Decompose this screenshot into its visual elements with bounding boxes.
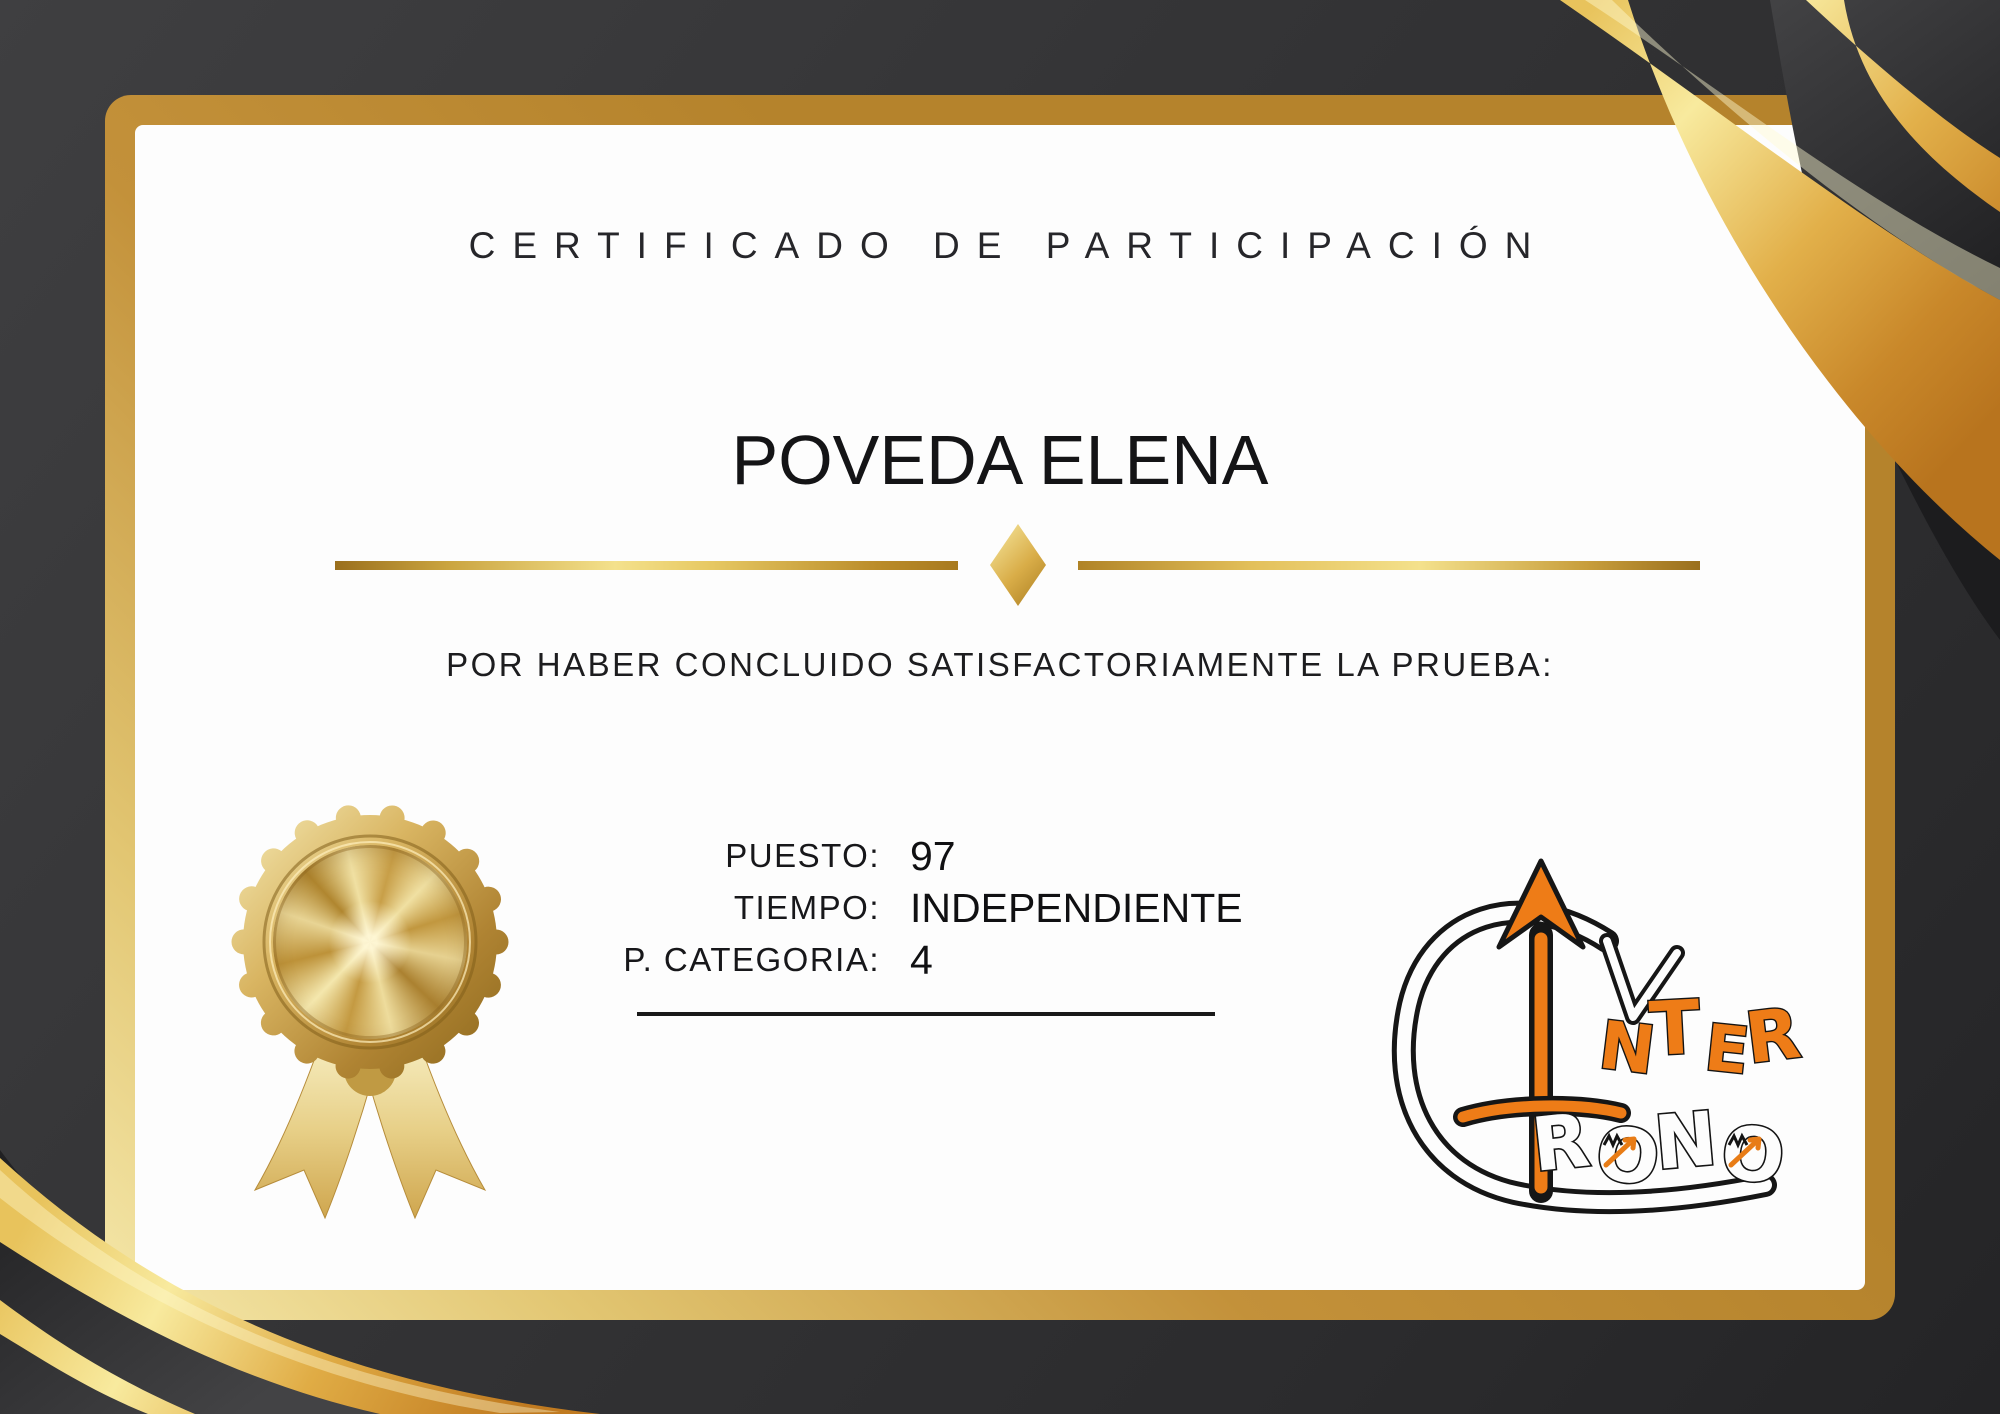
medal-polished-disk [273, 845, 467, 1039]
logo-letter-r1: R [1741, 991, 1805, 1080]
tiempo-label: TIEMPO: [733, 889, 880, 926]
gold-divider-right [1078, 561, 1700, 570]
categoria-label: P. CATEGORIA: [623, 941, 880, 978]
puesto-label: PUESTO: [725, 837, 880, 874]
logo-letter-n2: N [1651, 1095, 1721, 1187]
recipient-name: POVEDA ELENA [731, 421, 1269, 499]
certificate-title: CERTIFICADO DE PARTICIPACIÓN [468, 225, 1549, 266]
logo-letter-n1: N [1595, 1006, 1660, 1090]
logo-letter-e1: E [1701, 1011, 1753, 1090]
logo-letter-t1: T [1647, 984, 1703, 1073]
puesto-value: 97 [910, 832, 956, 879]
categoria-value: 4 [910, 936, 933, 983]
gold-divider-left [335, 561, 958, 570]
result-details [480, 830, 1260, 986]
detail-row-tiempo [480, 882, 1260, 934]
tiempo-value: INDEPENDIENTE [910, 884, 1243, 931]
intercrono-logo [1345, 855, 1805, 1245]
certificate-subtitle: POR HABER CONCLUIDO SATISFACTORIAMENTE LA PRUEBA: [446, 646, 1554, 683]
detail-row-categoria [480, 934, 1260, 986]
logo-letter-r2: R [1527, 1097, 1594, 1189]
logo-letter-o2: O [1717, 1109, 1789, 1202]
signature-line [637, 1012, 1215, 1016]
detail-row-puesto [480, 830, 1260, 882]
logo-letter-o1: O [1590, 1109, 1665, 1204]
